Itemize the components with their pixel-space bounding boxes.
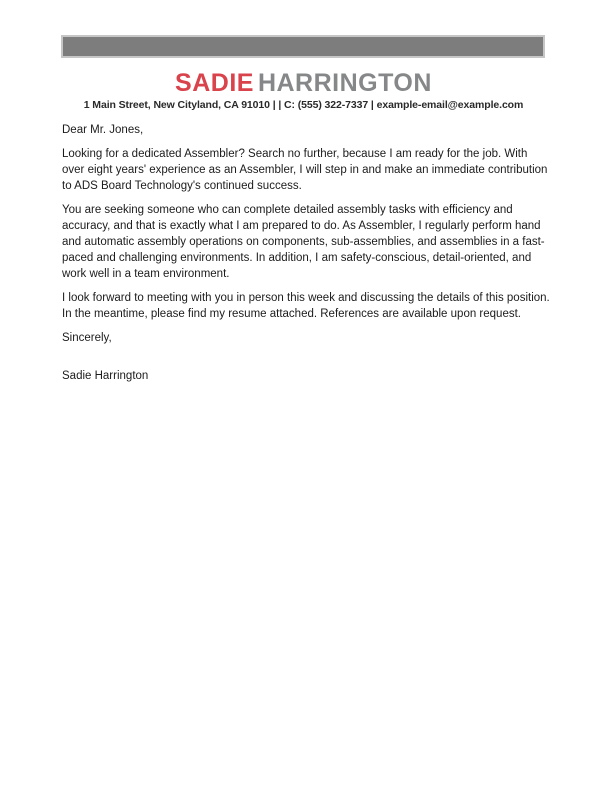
closing: Sincerely, <box>62 332 112 344</box>
contact-line: 1 Main Street, New Cityland, CA 91010 | | C: (555) 322-7337 | example-email@example.com <box>83 99 524 111</box>
salutation: Dear Mr. Jones, <box>62 124 144 136</box>
paragraph-intro: Looking for a dedicated Assembler? Search no further, because I am ready for the job. With over eight years' experience as an Assembler, I will step in and make an immediate contribution to ADS Board Technology's continued success. <box>62 148 548 192</box>
header-accent-bar <box>61 35 545 58</box>
signature-name: Sadie Harrington <box>62 370 149 382</box>
letter-body <box>62 122 550 384</box>
last-name: HARRINGTON <box>257 69 432 97</box>
paragraph-skills: You are seeking someone who can complete detailed assembly tasks with efficiency and accuracy, and that is exactly what I am prepared to do. As Assembler, I regularly perform hand and automatic assembly operations on components, sub-assemblies, and assemblies in a fast-paced and challenging environments. In addition, I am safety-conscious, detail-oriented, and work well in a team environment. <box>62 204 545 280</box>
paragraph-followup: I look forward to meeting with you in person this week and discussing the details of this position. In the meantime, please find my resume attached. References are available upon request. <box>62 292 550 320</box>
page-title <box>0 69 607 97</box>
first-name: SADIE <box>175 69 254 97</box>
letter-header <box>0 69 607 111</box>
